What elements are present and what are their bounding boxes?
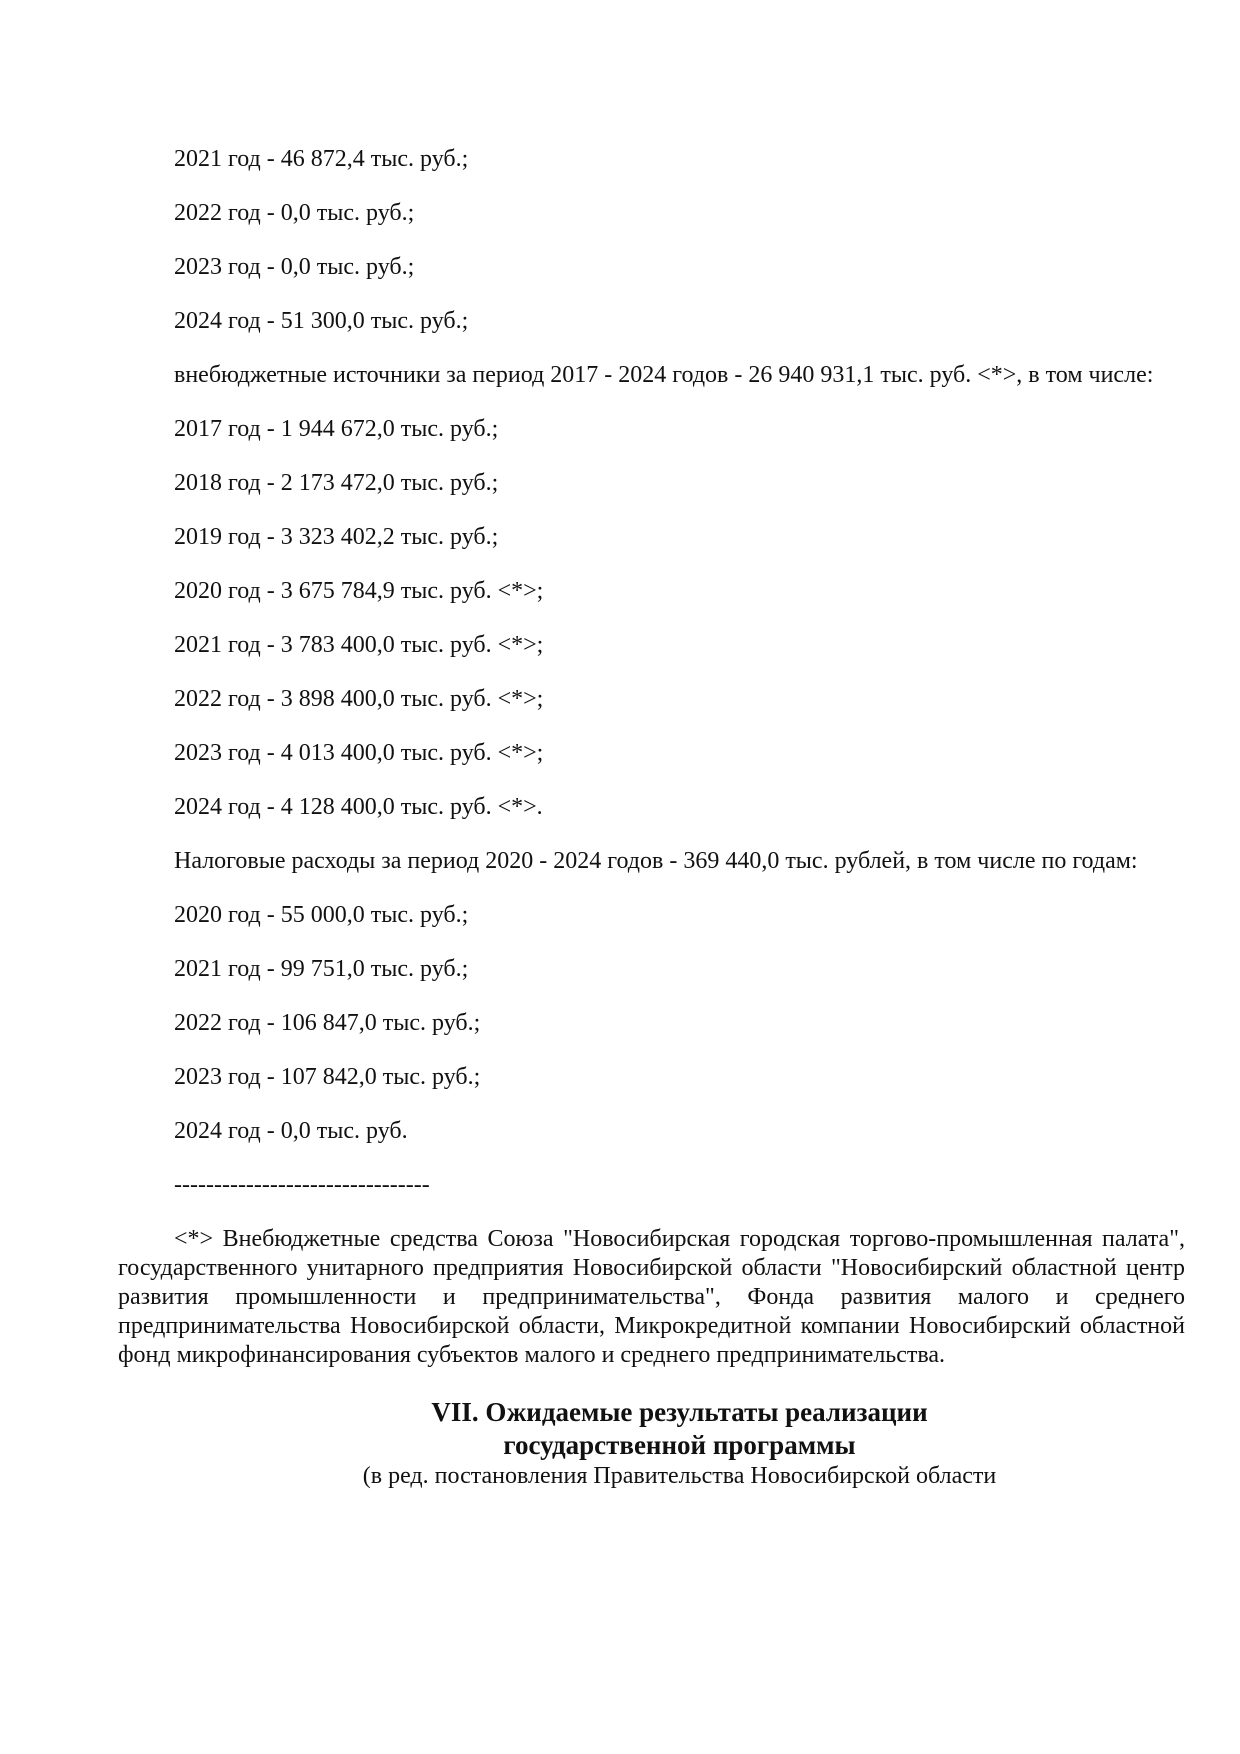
- extrabudget-line-2021: 2021 год - 3 783 400,0 тыс. руб. <*>;: [174, 632, 544, 658]
- budget-line-2021: 2021 год - 46 872,4 тыс. руб.;: [174, 146, 469, 172]
- budget-line-2022: 2022 год - 0,0 тыс. руб.;: [174, 200, 415, 226]
- extrabudget-line-2022: 2022 год - 3 898 400,0 тыс. руб. <*>;: [174, 686, 544, 712]
- tax-expenses-intro: Налоговые расходы за период 2020 - 2024 годов - 369 440,0 тыс. рублей, в том числе по годам:: [174, 848, 1138, 874]
- budget-line-2024: 2024 год - 51 300,0 тыс. руб.;: [174, 308, 469, 334]
- tax-line-2022: 2022 год - 106 847,0 тыс. руб.;: [174, 1010, 481, 1036]
- tax-line-2021: 2021 год - 99 751,0 тыс. руб.;: [174, 956, 469, 982]
- section-title-line2: государственной программы: [503, 1430, 856, 1460]
- document-body: [118, 145, 1185, 1491]
- tax-line-2020: 2020 год - 55 000,0 тыс. руб.;: [174, 902, 469, 928]
- extrabudget-line-2023: 2023 год - 4 013 400,0 тыс. руб. <*>;: [174, 740, 544, 766]
- budget-line-2023: 2023 год - 0,0 тыс. руб.;: [174, 254, 415, 280]
- tax-line-2024: 2024 год - 0,0 тыс. руб.: [174, 1118, 408, 1144]
- section-subtitle: (в ред. постановления Правительства Новосибирской области: [362, 1463, 997, 1489]
- section-heading: [118, 1396, 1185, 1462]
- footnote: <*> Внебюджетные средства Союза "Новосибирская городская торгово-промышленная палата", государственного унитарного предприятия Новосибирской области "Новосибирский областной центр развития промышленности и предпринимательства", Фонда развития малого и среднего предпринимательства Новосибирской области, Микрокредитной компании Новосибирский областной фонд микрофинансирования субъектов малого и среднего предпринимательства.: [118, 1226, 1185, 1368]
- extrabudget-intro: внебюджетные источники за период 2017 - 2024 годов - 26 940 931,1 тыс. руб. <*>, в том числе:: [174, 362, 1154, 388]
- extrabudget-line-2018: 2018 год - 2 173 472,0 тыс. руб.;: [174, 470, 499, 496]
- extrabudget-line-2020: 2020 год - 3 675 784,9 тыс. руб. <*>;: [174, 578, 544, 604]
- extrabudget-line-2024: 2024 год - 4 128 400,0 тыс. руб. <*>.: [174, 794, 543, 820]
- tax-line-2023: 2023 год - 107 842,0 тыс. руб.;: [174, 1064, 481, 1090]
- section-title-line1: VII. Ожидаемые результаты реализации: [431, 1397, 928, 1427]
- extrabudget-line-2019: 2019 год - 3 323 402,2 тыс. руб.;: [174, 524, 499, 550]
- footnote-separator: --------------------------------: [174, 1172, 430, 1198]
- extrabudget-line-2017: 2017 год - 1 944 672,0 тыс. руб.;: [174, 416, 499, 442]
